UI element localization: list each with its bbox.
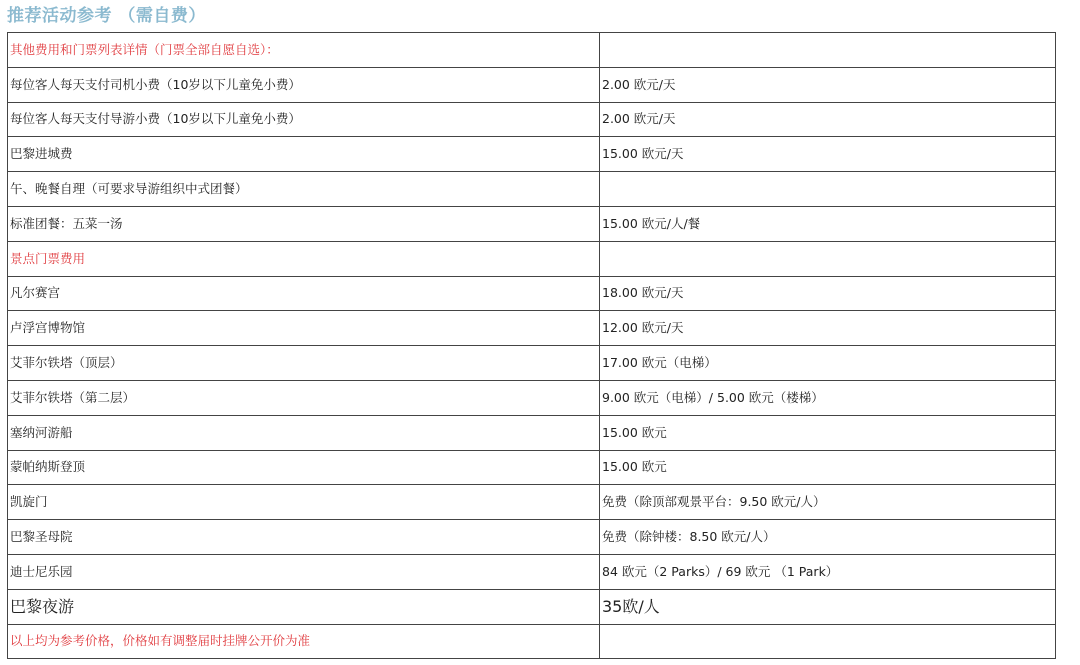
fee-price-cell: 35欧/人 xyxy=(600,589,1056,624)
fee-price-cell: 免费（除钟楼：8.50 欧元/人） xyxy=(600,520,1056,555)
table-row xyxy=(8,102,1056,137)
table-row xyxy=(8,241,1056,276)
fee-table-body xyxy=(8,33,1056,659)
fee-item-cell: 卢浮宫博物馆 xyxy=(8,311,600,346)
fee-price-cell xyxy=(600,624,1056,659)
table-row xyxy=(8,67,1056,102)
fee-item-cell: 以上均为参考价格，价格如有调整届时挂牌公开价为准 xyxy=(8,624,600,659)
fee-price-cell: 15.00 欧元 xyxy=(600,415,1056,450)
fee-price-cell: 18.00 欧元/天 xyxy=(600,276,1056,311)
fee-item-cell: 每位客人每天支付司机小费（10岁以下儿童免小费） xyxy=(8,67,600,102)
fee-item-cell: 景点门票费用 xyxy=(8,241,600,276)
fee-item-cell: 巴黎进城费 xyxy=(8,137,600,172)
fee-price-cell: 2.00 欧元/天 xyxy=(600,67,1056,102)
table-row xyxy=(8,380,1056,415)
fee-price-cell: 免费（除顶部观景平台：9.50 欧元/人） xyxy=(600,485,1056,520)
table-row xyxy=(8,206,1056,241)
table-row xyxy=(8,311,1056,346)
table-row xyxy=(8,624,1056,659)
fee-price-cell xyxy=(600,241,1056,276)
fee-price-cell: 12.00 欧元/天 xyxy=(600,311,1056,346)
fee-item-cell: 迪士尼乐园 xyxy=(8,554,600,589)
table-row xyxy=(8,450,1056,485)
fee-item-cell: 塞纳河游船 xyxy=(8,415,600,450)
fee-price-cell: 2.00 欧元/天 xyxy=(600,102,1056,137)
table-row xyxy=(8,172,1056,207)
fee-price-cell: 84 欧元（2 Parks）/ 69 欧元 （1 Park） xyxy=(600,554,1056,589)
fee-item-cell: 每位客人每天支付导游小费（10岁以下儿童免小费） xyxy=(8,102,600,137)
fee-price-cell: 15.00 欧元 xyxy=(600,450,1056,485)
fee-item-cell: 蒙帕纳斯登顶 xyxy=(8,450,600,485)
fee-price-cell: 9.00 欧元（电梯）/ 5.00 欧元（楼梯） xyxy=(600,380,1056,415)
fee-price-cell xyxy=(600,33,1056,68)
fee-item-cell: 标准团餐：五菜一汤 xyxy=(8,206,600,241)
fee-item-cell: 午、晚餐自理（可要求导游组织中式团餐） xyxy=(8,172,600,207)
table-row xyxy=(8,520,1056,555)
table-row xyxy=(8,33,1056,68)
table-row xyxy=(8,137,1056,172)
fee-price-cell: 17.00 欧元（电梯） xyxy=(600,346,1056,381)
fee-price-cell xyxy=(600,172,1056,207)
fee-item-cell: 巴黎圣母院 xyxy=(8,520,600,555)
fee-item-cell: 艾菲尔铁塔（顶层） xyxy=(8,346,600,381)
fee-item-cell: 巴黎夜游 xyxy=(8,589,600,624)
table-row xyxy=(8,554,1056,589)
page-heading: 推荐活动参考 （需自费） xyxy=(7,6,206,26)
table-row xyxy=(8,276,1056,311)
fee-price-cell: 15.00 欧元/人/餐 xyxy=(600,206,1056,241)
fee-item-cell: 其他费用和门票列表详情（门票全部自愿自选）： xyxy=(8,33,600,68)
table-row xyxy=(8,589,1056,624)
fee-item-cell: 凡尔赛宫 xyxy=(8,276,600,311)
fee-price-cell: 15.00 欧元/天 xyxy=(600,137,1056,172)
table-row xyxy=(8,415,1056,450)
fee-table xyxy=(7,32,1056,659)
table-row xyxy=(8,485,1056,520)
fee-item-cell: 凯旋门 xyxy=(8,485,600,520)
fee-item-cell: 艾菲尔铁塔（第二层） xyxy=(8,380,600,415)
table-row xyxy=(8,346,1056,381)
